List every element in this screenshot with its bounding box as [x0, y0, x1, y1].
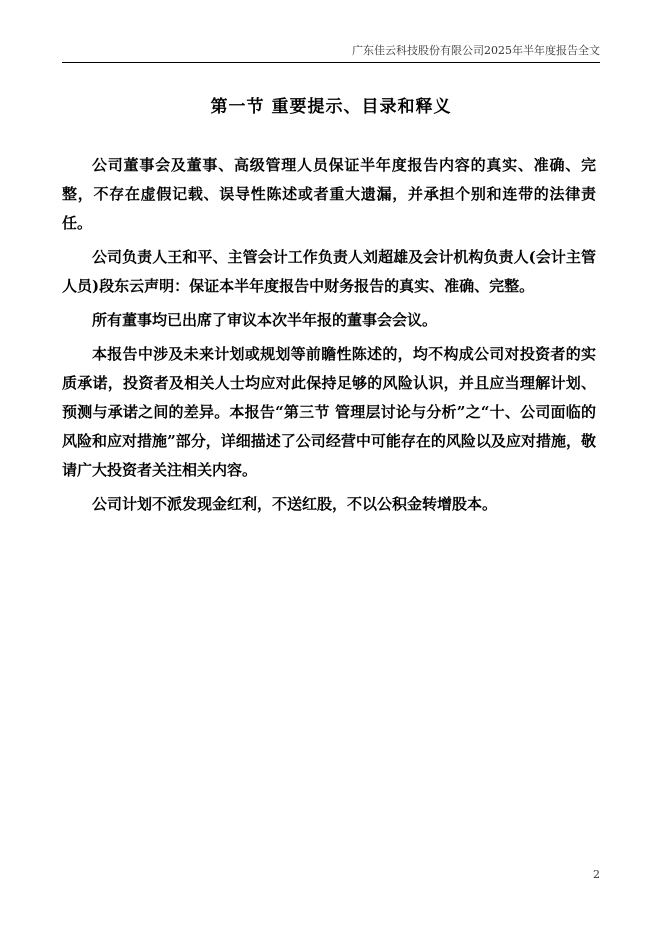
page-number: 2	[593, 868, 600, 881]
paragraph-board-attendance: 所有董事均已出席了审议本次半年报的董事会会议。	[92, 311, 438, 329]
paragraph-responsible-persons: 公司负责人王和平、主管会计工作负责人刘超雄及会计机构负责人(会计主管人员)段东云声明：保证本半年度报告中财务报告的真实、准确、完整。	[62, 248, 596, 295]
paragraph-dividend-plan: 公司计划不派发现金红利，不送红股，不以公积金转增股本。	[92, 495, 498, 513]
paragraph-board-guarantee: 公司董事会及董事、高级管理人员保证半年度报告内容的真实、准确、完整，不存在虚假记载、误导性陈述或者重大遗漏，并承担个别和连带的法律责任。	[62, 156, 596, 232]
section-title: 第一节 重要提示、目录和释义	[210, 97, 452, 117]
page-header: 广东佳云科技股份有限公司2025年半年度报告全文	[62, 40, 600, 63]
body-text	[62, 151, 596, 524]
paragraph-forward-looking: 本报告中涉及未来计划或规划等前瞻性陈述的，均不构成公司对投资者的实质承诺，投资者及相关人士均应对此保持足够的风险认识，并且应当理解计划、预测与承诺之间的差异。本报告“第三节 管理层讨论与分析”之“十、公司面临的风险和应对措施”部分，详细描述了公司经营中可能存在的风险以及应对措施，敬请广大投资者关注相关内容。	[62, 345, 596, 479]
